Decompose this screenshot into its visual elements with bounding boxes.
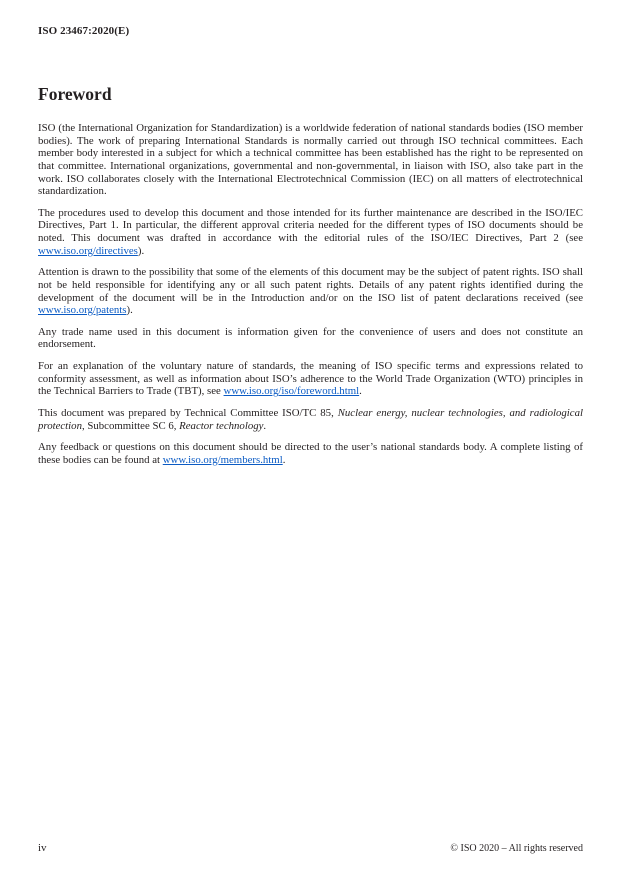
foreword-heading: Foreword: [38, 84, 112, 104]
patents-link[interactable]: www.iso.org/patents: [38, 304, 127, 317]
foreword-body: [38, 122, 583, 475]
iso-foreword-link[interactable]: www.iso.org/iso/foreword.html: [223, 385, 360, 398]
text-run: For an explanation of the voluntary nature of standards, the meaning of ISO specific terms and expressions related to conformity assessment, as well as information about ISO’s adherence to the World Trade Organization (WTO) principles in the Technical Barriers to Trade (TBT), see: [38, 360, 583, 398]
subcommittee-title-italic: Reactor technology: [179, 419, 264, 432]
page-footer: [38, 842, 583, 854]
paragraph-trade-name: [38, 326, 583, 351]
paragraph-wto-tbt: [38, 360, 583, 398]
copyright-notice: © ISO 2020 – All rights reserved: [450, 843, 583, 854]
text-run: .: [263, 419, 267, 432]
text-run: , Subcommittee SC 6,: [81, 419, 180, 432]
text-run: Attention is drawn to the possibility that some of the elements of this document may be the subject of patent rights. ISO shall not be held responsible for identifying any or all such patent rights. Details of any patent rights identified during the development of the document will be in the Introduction and/or on the ISO list of patent declarations received (see: [38, 266, 583, 304]
text-run: This document was prepared by Technical Committee ISO/TC 85,: [38, 406, 338, 419]
paragraph-patent-rights: [38, 266, 583, 317]
directives-link[interactable]: www.iso.org/directives: [38, 244, 138, 257]
paragraph-committee: [38, 407, 583, 432]
text-run: The procedures used to develop this document and those intended for its further maintenance are described in the ISO/IEC Directives, Part 1. In particular, the different approval criteria needed for the different types of ISO documents should be noted. This document was drafted in accordance with the editorial rules of the ISO/IEC Directives, Part 2 (see: [38, 206, 583, 244]
text-run: .: [282, 453, 286, 466]
paragraph-feedback: [38, 441, 583, 466]
text-run: .: [359, 385, 362, 398]
committee-title-italic: Nuclear energy, nuclear technologies, and radiological protection: [38, 406, 584, 432]
text-run: ).: [137, 244, 145, 257]
members-link[interactable]: www.iso.org/members.html: [162, 453, 283, 466]
text-run: ISO (the International Organization for Standardization) is a worldwide federation of national standards bodies (ISO member bodies). The work of preparing International Standards is normally carried out through ISO technical committees. Each member body interested in a subject for which a technical committee has been established has the right to be represented on that committee. International organizations, governmental and non-governmental, in liaison with ISO, also take part in the work. ISO collaborates closely with the International Electrotechnical Commission (IEC) on all matters of electrotechnical standardization.: [38, 122, 583, 198]
page-number: iv: [38, 842, 47, 854]
text-run: ).: [126, 304, 133, 317]
paragraph-iso-federation: [38, 122, 583, 198]
paragraph-procedures: [38, 207, 583, 258]
text-run: Any feedback or questions on this document should be directed to the user’s national standards body. A complete listing of these bodies can be found at: [38, 441, 583, 466]
document-reference: ISO 23467:2020(E): [38, 25, 130, 37]
text-run: Any trade name used in this document is information given for the convenience of users and does not constitute an endorsement.: [38, 325, 583, 351]
